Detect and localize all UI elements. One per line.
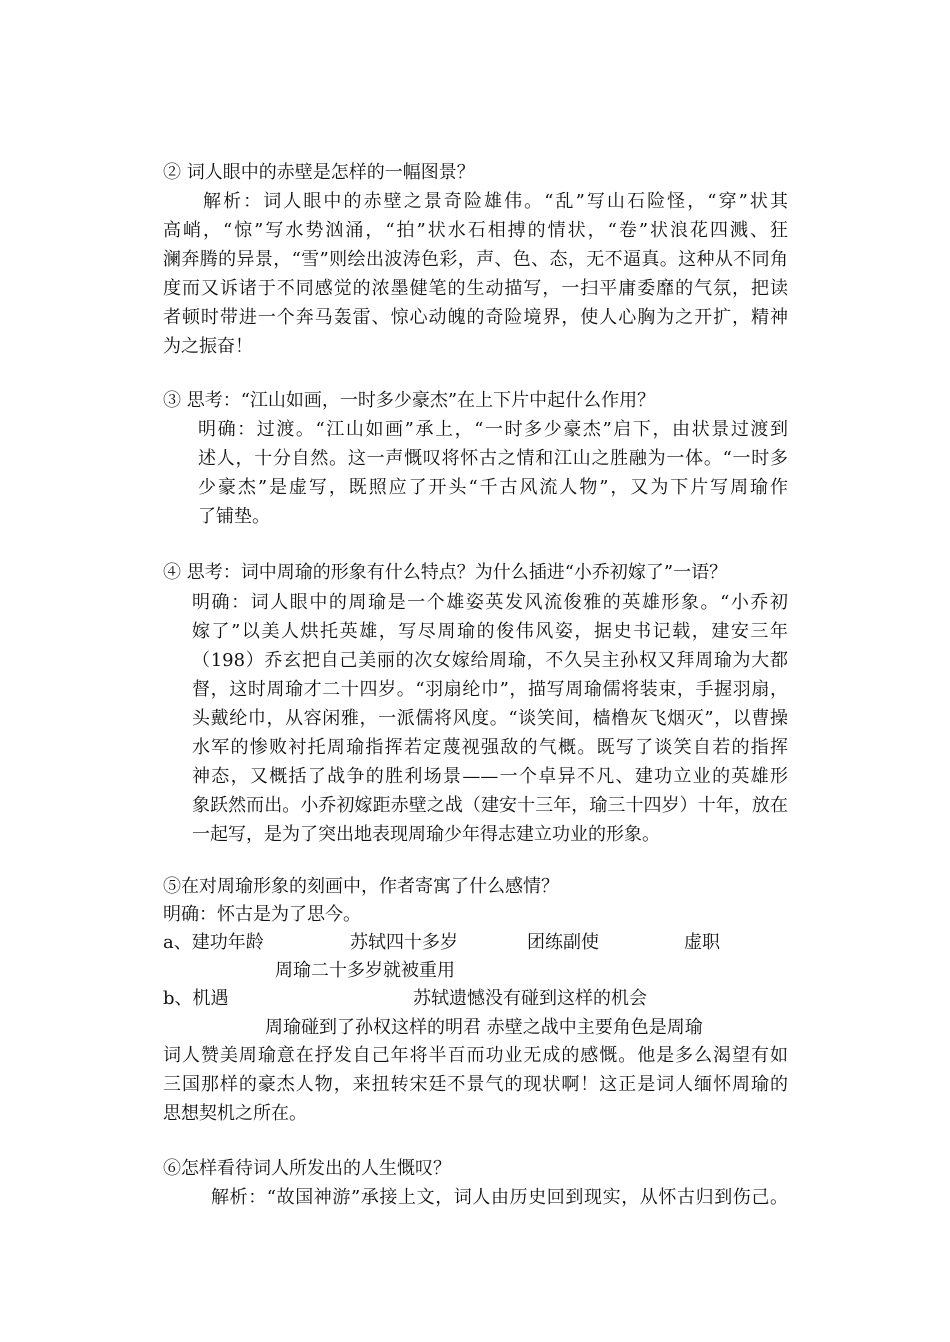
point-a-post: 团练副使	[527, 932, 599, 953]
point-a-zhou-yu: 周瑜二十多岁就被重用	[275, 960, 455, 981]
question-2: ② 词人眼中的赤壁是怎样的一幅图景？	[163, 162, 475, 183]
point-a-label: a、建功年龄	[163, 932, 264, 953]
answer-5-line: 三国那样的豪杰人物，来扭转宋廷不景气的现状啊！这正是词人缅怀周瑜的	[163, 1074, 788, 1095]
answer-4-line: 神态，又概括了战争的胜利场景——一个卓异不凡、建功立业的英雄形	[192, 766, 788, 787]
question-6: ⑥怎样看待词人所发出的人生慨叹？	[163, 1158, 451, 1179]
answer-2	[163, 187, 788, 361]
point-a-xu: 虚职	[684, 932, 720, 953]
answer-2-line: 澜奔腾的异景，“雪”则绘出波涛色彩，声、色、态，无不逼真。这种从不同角	[163, 249, 788, 270]
point-b-zhou-yu: 周瑜碰到了孙权这样的明君 赤壁之战中主要角色是周瑜	[265, 1017, 703, 1038]
answer-4-line: 明确：词人眼中的周瑜是一个雄姿英发风流俊雅的英雄形象。“小乔初	[192, 592, 788, 613]
question-3: ③ 思考：“江山如画，一时多少豪杰”在上下片中起什么作用？	[163, 390, 656, 411]
point-b-su-shi: 苏轼遗憾没有碰到这样的机会	[413, 988, 647, 1009]
answer-6-line: 解析：“故国神游”承接上文，词人由历史回到现实，从怀古归到伤己。	[211, 1187, 788, 1208]
point-b-label: b、机遇	[163, 988, 229, 1009]
answer-4-line: 象跃然而出。小乔初嫁距赤壁之战（建安十三年，瑜三十四岁）十年，放在	[192, 795, 788, 816]
answer-2-line: 解析：词人眼中的赤壁之景奇险雄伟。“乱”写山石险怪，“穿”状其	[203, 191, 788, 212]
answer-3-line: 少豪杰”是虚写，既照应了开头“千古风流人物”，又为下片写周瑜作	[198, 477, 788, 498]
answer-2-line: 为之振奋！	[163, 336, 253, 357]
question-4: ④ 思考：词中周瑜的形象有什么特点？为什么插进“小乔初嫁了”一语？	[163, 562, 728, 583]
answer-5-line: 词人赞美周瑜意在抒发自己年将半百而功业无成的感慨。他是多么渴望有如	[163, 1045, 788, 1066]
answer-4-line: 嫁了”以美人烘托英雄，写尽周瑜的俊伟风姿，据史书记载，建安三年	[192, 621, 788, 642]
answer-4	[192, 588, 788, 849]
answer-6	[211, 1183, 788, 1212]
answer-3-line: 了铺垫。	[198, 506, 270, 527]
answer-2-line: 度而又诉诸于不同感觉的浓墨健笔的生动描写，一扫平庸委靡的气氛，把读	[163, 278, 788, 299]
answer-4-line: 水军的惨败衬托周瑜指挥若定蔑视强敌的气概。既写了谈笑自若的指挥	[192, 737, 788, 758]
answer-5-line: 思想契机之所在。	[163, 1103, 307, 1124]
answer-3-line: 述人，十分自然。这一声慨叹将怀古之情和江山之胜融为一体。“一时多	[198, 448, 788, 469]
answer-2-line: 者顿时带进一个奔马轰雷、惊心动魄的奇险境界，使人心胸为之开扩，精神	[163, 307, 788, 328]
answer-4-line: 头戴纶巾，从容闲雅，一派儒将风度。“谈笑间，樯橹灰飞烟灭”，以曹操	[192, 708, 788, 729]
answer-4-line: 督，这时周瑜才二十四岁。“羽扇纶巾”，描写周瑜儒将装束，手握羽扇，	[192, 679, 788, 700]
point-a-su-shi: 苏轼四十多岁	[350, 932, 458, 953]
question-5: ⑤在对周瑜形象的刻画中，作者寄寓了什么感情？	[163, 876, 559, 897]
answer-4-line: 一起写，是为了突出地表现周瑜少年得志建立功业的形象。	[192, 824, 660, 845]
answer-3	[198, 415, 788, 531]
answer-5-intro: 明确：怀古是为了思今。	[163, 904, 361, 925]
answer-2-line: 高峭，“惊”写水势汹涌，“拍”状水石相搏的情状，“卷”状浪花四溅、狂	[163, 220, 788, 241]
answer-5-conclusion	[163, 1041, 788, 1128]
answer-3-line: 明确：过渡。“江山如画”承上，“一时多少豪杰”启下，由状景过渡到	[198, 419, 788, 440]
answer-4-line: （198）乔玄把自己美丽的次女嫁给周瑜，不久吴主孙权又拜周瑜为大都	[192, 650, 788, 671]
